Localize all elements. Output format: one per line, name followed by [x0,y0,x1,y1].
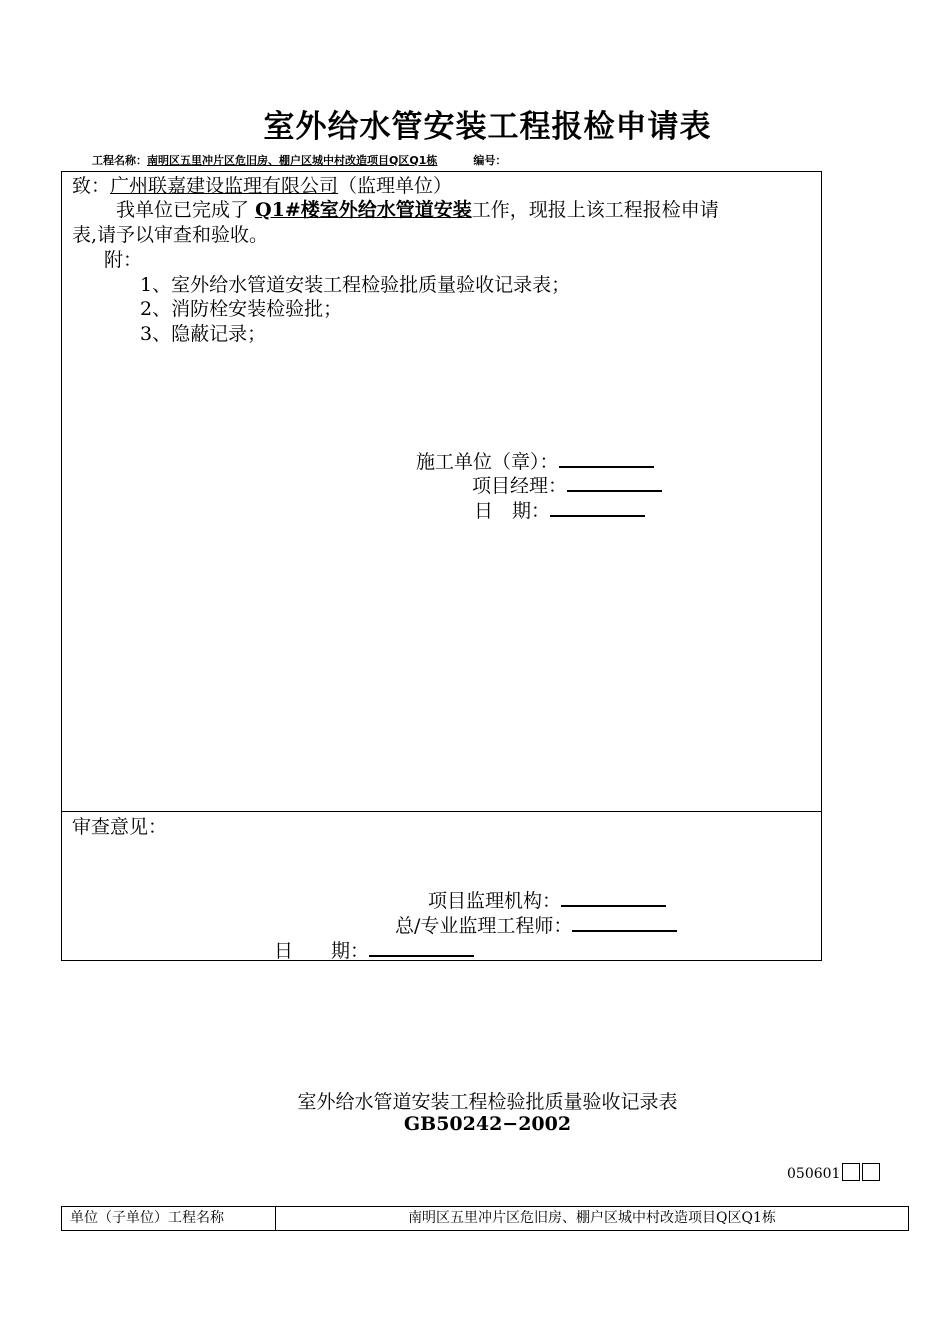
application-date-row [474,497,645,523]
unit-name-value: 南明区五里冲片区危旧房、棚户区城中村改造项目Q区Q1栋 [408,1210,776,1226]
statement-line-2: 表,请予以审查和验收。 [72,224,269,246]
project-manager-label: 项目经理： [472,475,568,497]
construction-unit-label: 施工单位（章）： [416,451,559,473]
construction-unit-row [416,448,654,474]
supervision-org-row [428,887,666,913]
supervisor-suffix: （监理单位） [338,175,453,197]
review-date-blank[interactable] [369,937,474,957]
project-manager-blank[interactable] [567,472,662,492]
form-code-number: 050601 [787,1166,841,1182]
review-date-row [274,937,474,963]
supervision-org-blank[interactable] [561,887,666,907]
project-name-value: 南明区五里冲片区危旧房、棚户区城中村改造项目Q区Q1栋 [147,154,438,167]
supervisor-company: 广州联嘉建设监理有限公司 [110,175,339,197]
unit-name-label: 单位（子单位）工程名称 [62,1207,276,1230]
form-code-box-2[interactable] [862,1163,880,1181]
project-name-label: 工程名称： [92,154,147,167]
work-item: Q1#楼室外给水管道安装 [255,199,472,221]
statement-suffix: 工作，现报上该工程报检申请 [471,199,719,221]
number-label: 编号： [473,154,507,167]
chief-engineer-row [395,912,677,938]
chief-engineer-label: 总/专业监理工程师： [395,915,573,937]
application-date-blank[interactable] [550,497,645,517]
construction-unit-blank[interactable] [559,448,654,468]
form-code-box-1[interactable] [842,1163,860,1181]
form-code [787,1163,880,1182]
attachment-item-3: 3、隐蔽记录； [140,323,267,345]
to-label: 致： [72,175,111,197]
review-date-label: 日 期： [274,940,370,962]
attachments-label: 附： [104,249,143,271]
attachment-item-2: 2、消防栓安装检验批； [140,298,343,320]
supervision-org-label: 项目监理机构： [428,890,562,912]
project-meta [92,152,506,168]
record-standard: GB50242−2002 [403,1113,572,1135]
statement-line-1 [116,198,719,222]
to-line [72,174,452,198]
review-opinion-label: 审查意见： [72,816,168,838]
section-divider [61,811,822,812]
project-manager-row [472,472,662,498]
statement-prefix: 我单位已完成了 [116,199,250,221]
unit-name-row [61,1206,909,1231]
application-date-label: 日 期： [474,500,551,522]
chief-engineer-blank[interactable] [572,912,677,932]
attachment-item-1: 1、室外给水管道安装工程检验批质量验收记录表； [140,274,571,296]
record-title: 室外给水管道安装工程检验批质量验收记录表 [297,1091,678,1113]
page-title: 室外给水管安装工程报检申请表 [263,109,712,145]
